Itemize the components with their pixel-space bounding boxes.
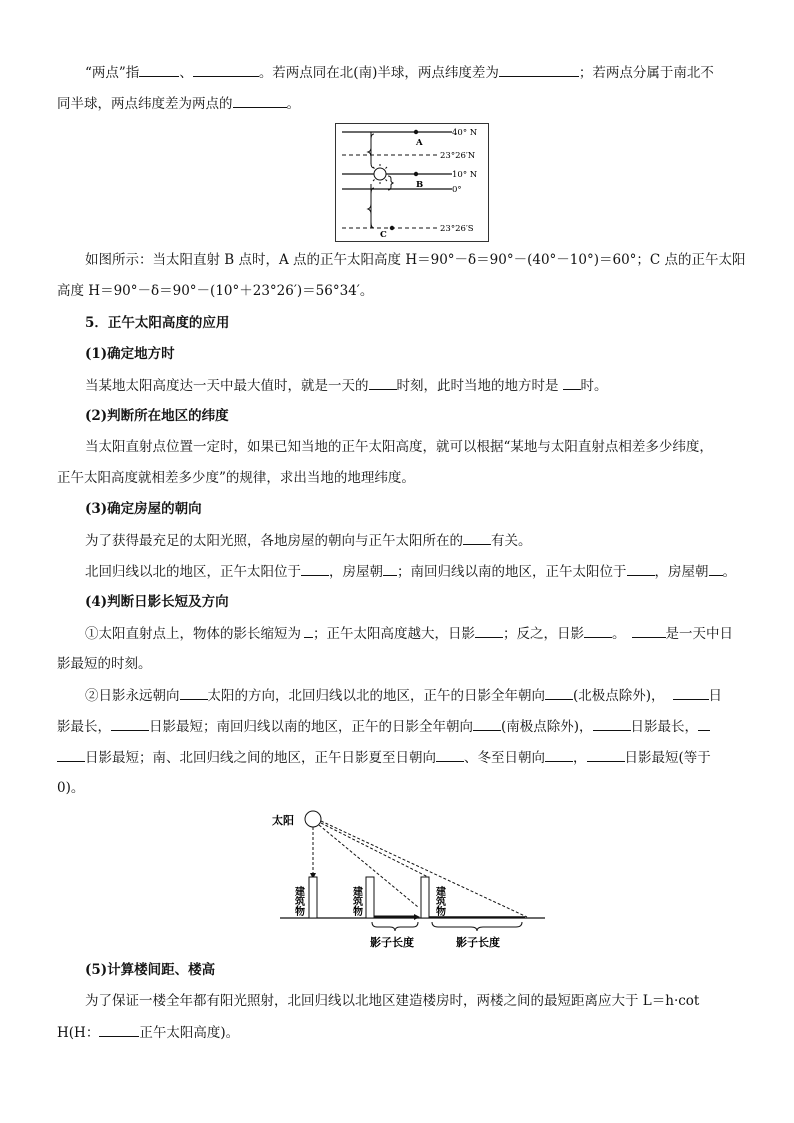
label-0: 0° (452, 185, 462, 195)
blank (584, 623, 612, 638)
s5-line-1: 为了保证一楼全年都有阳光照射，北回归线以北地区建造楼房时，两楼之间的最短距离应大于 L＝h·cot (85, 993, 700, 1009)
blank (301, 561, 329, 576)
text: 日影最短(等于 (624, 750, 711, 766)
blank (563, 375, 581, 390)
text: (南极点除外)， (501, 719, 593, 735)
shadow-diagram (270, 807, 545, 955)
text: ②日影永远朝向 (85, 688, 180, 704)
blank (463, 530, 491, 545)
blank (99, 1022, 139, 1037)
blank (499, 62, 579, 77)
text: 时刻，此时当地的地方时是 (396, 378, 559, 394)
blank (111, 716, 149, 731)
blank (436, 747, 464, 762)
s4-line-1 (85, 623, 737, 644)
s2-line-2: 正午太阳高度就相差多少度”的规律，求出当地的地理纬度。 (57, 470, 415, 486)
subheading-4: (4)判断日影长短及方向 (85, 594, 229, 610)
blank (698, 716, 710, 731)
text: 有关。 (491, 533, 532, 549)
point-c (390, 226, 394, 230)
text: 日影最短；南回归线以南的地区，正午的日影全年朝向 (149, 719, 473, 735)
s3-line-1 (85, 530, 737, 551)
intro-line-1 (85, 62, 737, 83)
blank (545, 685, 573, 700)
building-2 (366, 877, 374, 918)
blank (709, 561, 723, 576)
label-c: C (380, 230, 387, 240)
text: 北回归线以北的地区，正午太阳位于 (85, 564, 301, 580)
blank (139, 62, 179, 77)
blank (369, 375, 397, 390)
subheading-1: (1)确定地方时 (85, 346, 175, 362)
label-building-1: 建筑物 (292, 886, 304, 916)
blank (233, 93, 287, 108)
blank (475, 623, 503, 638)
s4-line-6: 0)。 (57, 780, 85, 796)
label-a: A (416, 138, 423, 148)
point-b (414, 172, 418, 176)
label-shadow-1: 影子长度 (370, 936, 414, 949)
label-sun: 太阳 (272, 814, 294, 827)
text: 同半球，两点纬度差为两点的 (57, 96, 233, 112)
blank (57, 747, 85, 762)
text: 时。 (580, 378, 608, 394)
text: 。 (612, 626, 626, 642)
blank (673, 685, 709, 700)
label-building-3: 建筑物 (433, 886, 445, 916)
text: ，房屋朝 (329, 564, 383, 580)
text: 、冬至日朝向 (464, 750, 545, 766)
subheading-3: (3)确定房屋的朝向 (85, 501, 202, 517)
text: 当某地太阳高度达一天中最大值时，就是一天的 (85, 378, 369, 394)
blank (304, 623, 313, 638)
sun-icon (305, 811, 321, 827)
text: ①太阳直射点上，物体的影长缩短为 (85, 626, 301, 642)
s4-line-4 (57, 716, 737, 737)
building-3 (421, 877, 429, 918)
blank (587, 747, 625, 762)
blank (473, 716, 501, 731)
text: “两点”指 (85, 65, 140, 81)
example-line-2: 高度 H＝90°－δ＝90°－(10°＋23°26′)＝56°34′。 (57, 283, 374, 299)
s3-line-2 (85, 561, 737, 582)
blank (180, 685, 208, 700)
text: ；南回归线以南的地区，正午太阳位于 (397, 564, 627, 580)
section-heading-5: 5．正午太阳高度的应用 (85, 315, 230, 331)
label-2326s: 23°26′S (440, 224, 474, 234)
label-building-2: 建筑物 (350, 886, 362, 916)
label-shadow-2: 影子长度 (456, 936, 500, 949)
text: 、 (179, 65, 193, 81)
blank (632, 623, 666, 638)
s5-line-2 (57, 1022, 737, 1043)
text: 。 (286, 96, 300, 112)
blank (593, 716, 631, 731)
label-40n: 40° N (452, 128, 478, 138)
blank (193, 62, 259, 77)
latitude-diagram (335, 123, 489, 242)
s4-line-3 (85, 685, 737, 706)
text: 是一天中日 (665, 626, 733, 642)
subheading-2: (2)判断所在地区的纬度 (85, 408, 229, 424)
text: 影最长， (57, 719, 111, 735)
text: ；正午太阳高度越大，日影 (313, 626, 475, 642)
blank (545, 747, 573, 762)
text: 日影最长， (630, 719, 699, 735)
point-a (414, 130, 418, 134)
s4-line-2: 影最短的时刻。 (57, 656, 152, 672)
label-2326n: 23°26′N (440, 151, 476, 161)
text: ；若两点分属于南北不 (578, 65, 714, 81)
blank (627, 561, 655, 576)
text: ，房屋朝 (654, 564, 709, 580)
intro-line-2 (57, 93, 737, 114)
text: H(H： (57, 1025, 100, 1041)
text: 为了获得最充足的太阳光照，各地房屋的朝向与正午太阳所在的 (85, 533, 463, 549)
text: 正午太阳高度)。 (139, 1025, 240, 1041)
building-1 (309, 877, 317, 918)
text: 太阳的方向，北回归线以北的地区，正午的日影全年朝向 (207, 688, 545, 704)
example-line-1: 如图所示：当太阳直射 B 点时，A 点的正午太阳高度 H＝90°－δ＝90°－(40°－10°)＝60°；C 点的正午太阳 (85, 252, 746, 268)
text: (北极点除外)， (573, 688, 665, 704)
s4-line-5 (57, 747, 737, 768)
text: 。 (722, 564, 736, 580)
text: 日影最短；南、北回归线之间的地区，正午日影夏至日朝向 (85, 750, 436, 766)
blank (383, 561, 397, 576)
label-10n: 10° N (452, 170, 478, 180)
text: ；反之，日影 (503, 626, 584, 642)
s2-line-1: 当太阳直射点位置一定时，如果已知当地的正午太阳高度，就可以根据“某地与太阳直射点相差多少纬度， (85, 439, 713, 455)
text: 。若两点同在北(南)半球，两点纬度差为 (258, 65, 499, 81)
text: ， (573, 750, 587, 766)
label-b: B (416, 180, 424, 190)
subheading-5: (5)计算楼间距、楼高 (85, 962, 216, 978)
text: 日 (708, 688, 723, 704)
s1-line (85, 375, 737, 396)
